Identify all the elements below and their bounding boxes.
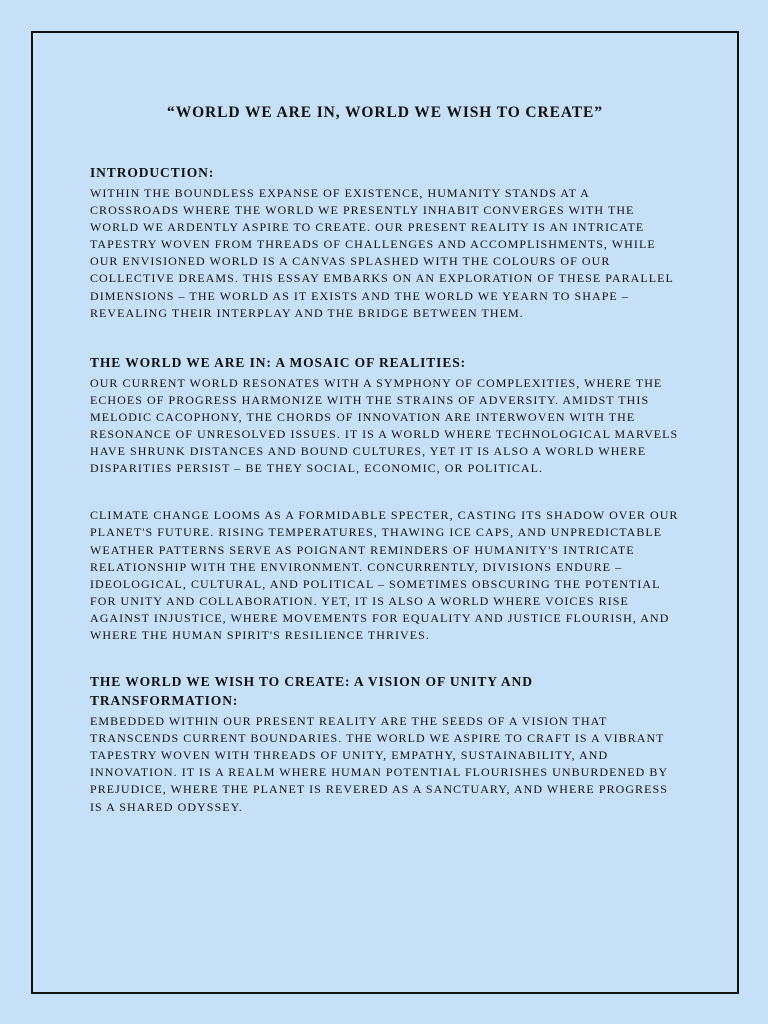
section-heading-world-we-are-in: THE WORLD WE ARE IN: A MOSAIC OF REALITIES:	[90, 354, 467, 370]
section-heading-introduction: INTRODUCTION:	[90, 165, 215, 180]
essay-title: “WORLD WE ARE IN, WORLD WE WISH TO CREATE”	[167, 104, 603, 121]
world-we-wish-to-create-paragraph: EMBEDDED WITHIN OUR PRESENT REALITY ARE THE SEEDS OF A VISION THAT TRANSCENDS CURRENT BOUNDARIES. THE WORLD WE ASPIRE TO CRAFT IS A VIBRANT TAPESTRY WOVEN WITH THREADS OF UNITY, EMPATHY, SUSTAINABILITY, AND INNOVATION. IT IS A REALM WHERE HUMAN POTENTIAL FLOURISHES UNBURDENED BY PREJUDICE, WHERE THE PLANET IS REVERED AS A SANCTUARY, AND WHERE PROGRESS IS A SHARED ODYSSEY.	[90, 714, 668, 814]
section-introduction	[90, 163, 680, 322]
world-we-are-in-paragraph-2: CLIMATE CHANGE LOOMS AS A FORMIDABLE SPECTER, CASTING ITS SHADOW OVER OUR PLANET'S FUTURE. RISING TEMPERATURES, THAWING ICE CAPS, AND UNPREDICTABLE WEATHER PATTERNS SERVE AS POIGNANT REMINDERS OF HUMANITY'S INTRICATE RELATIONSHIP WITH THE ENVIRONMENT. CONCURRENTLY, DIVISIONS ENDURE – IDEOLOGICAL, CULTURAL, AND POLITICAL – SOMETIMES OBSCURING THE POTENTIAL FOR UNITY AND COLLABORATION. YET, IT IS ALSO A WORLD WHERE VOICES RISE AGAINST INJUSTICE, WHERE MOVEMENTS FOR EQUALITY AND JUSTICE FLOURISH, AND WHERE THE HUMAN SPIRIT'S RESILIENCE THRIVES.	[90, 508, 679, 642]
section-world-we-are-in	[90, 353, 680, 644]
world-we-are-in-paragraph-1: OUR CURRENT WORLD RESONATES WITH A SYMPHONY OF COMPLEXITIES, WHERE THE ECHOES OF PROGRESS HARMONIZE WITH THE STRAINS OF ADVERSITY. AMIDST THIS MELODIC CACOPHONY, THE CHORDS OF INNOVATION ARE INTERWOVEN WITH THE RESONANCE OF UNRESOLVED ISSUES. IT IS A WORLD WHERE TECHNOLOGICAL MARVELS HAVE SHRUNK DISTANCES AND BOUND CULTURES, YET IT IS ALSO A WORLD WHERE DISPARITIES PERSIST – BE THEY SOCIAL, ECONOMIC, OR POLITICAL.	[90, 375, 679, 476]
introduction-paragraph: WITHIN THE BOUNDLESS EXPANSE OF EXISTENCE, HUMANITY STANDS AT A CROSSROADS WHERE THE WORLD WE PRESENTLY INHABIT CONVERGES WITH THE WORLD WE ARDENTLY ASPIRE TO CREATE. OUR PRESENT REALITY IS AN INTRICATE TAPESTRY WOVEN FROM THREADS OF CHALLENGES AND ACCOMPLISHMENTS, WHILE OUR ENVISIONED WORLD IS A CANVAS SPLASHED WITH THE COLOURS OF OUR COLLECTIVE DREAMS. THIS ESSAY EMBARKS ON AN EXPLORATION OF THESE PARALLEL DIMENSIONS – THE WORLD AS IT EXISTS AND THE WORLD WE YEARN TO SHAPE – REVEALING THEIR INTERPLAY AND THE BRIDGE BETWEEN THEM.	[90, 186, 674, 320]
essay-body	[90, 103, 680, 816]
section-world-we-wish-to-create	[90, 672, 680, 816]
section-heading-world-we-wish-to-create: THE WORLD WE WISH TO CREATE: A VISION OF UNITY AND TRANSFORMATION:	[90, 674, 533, 709]
